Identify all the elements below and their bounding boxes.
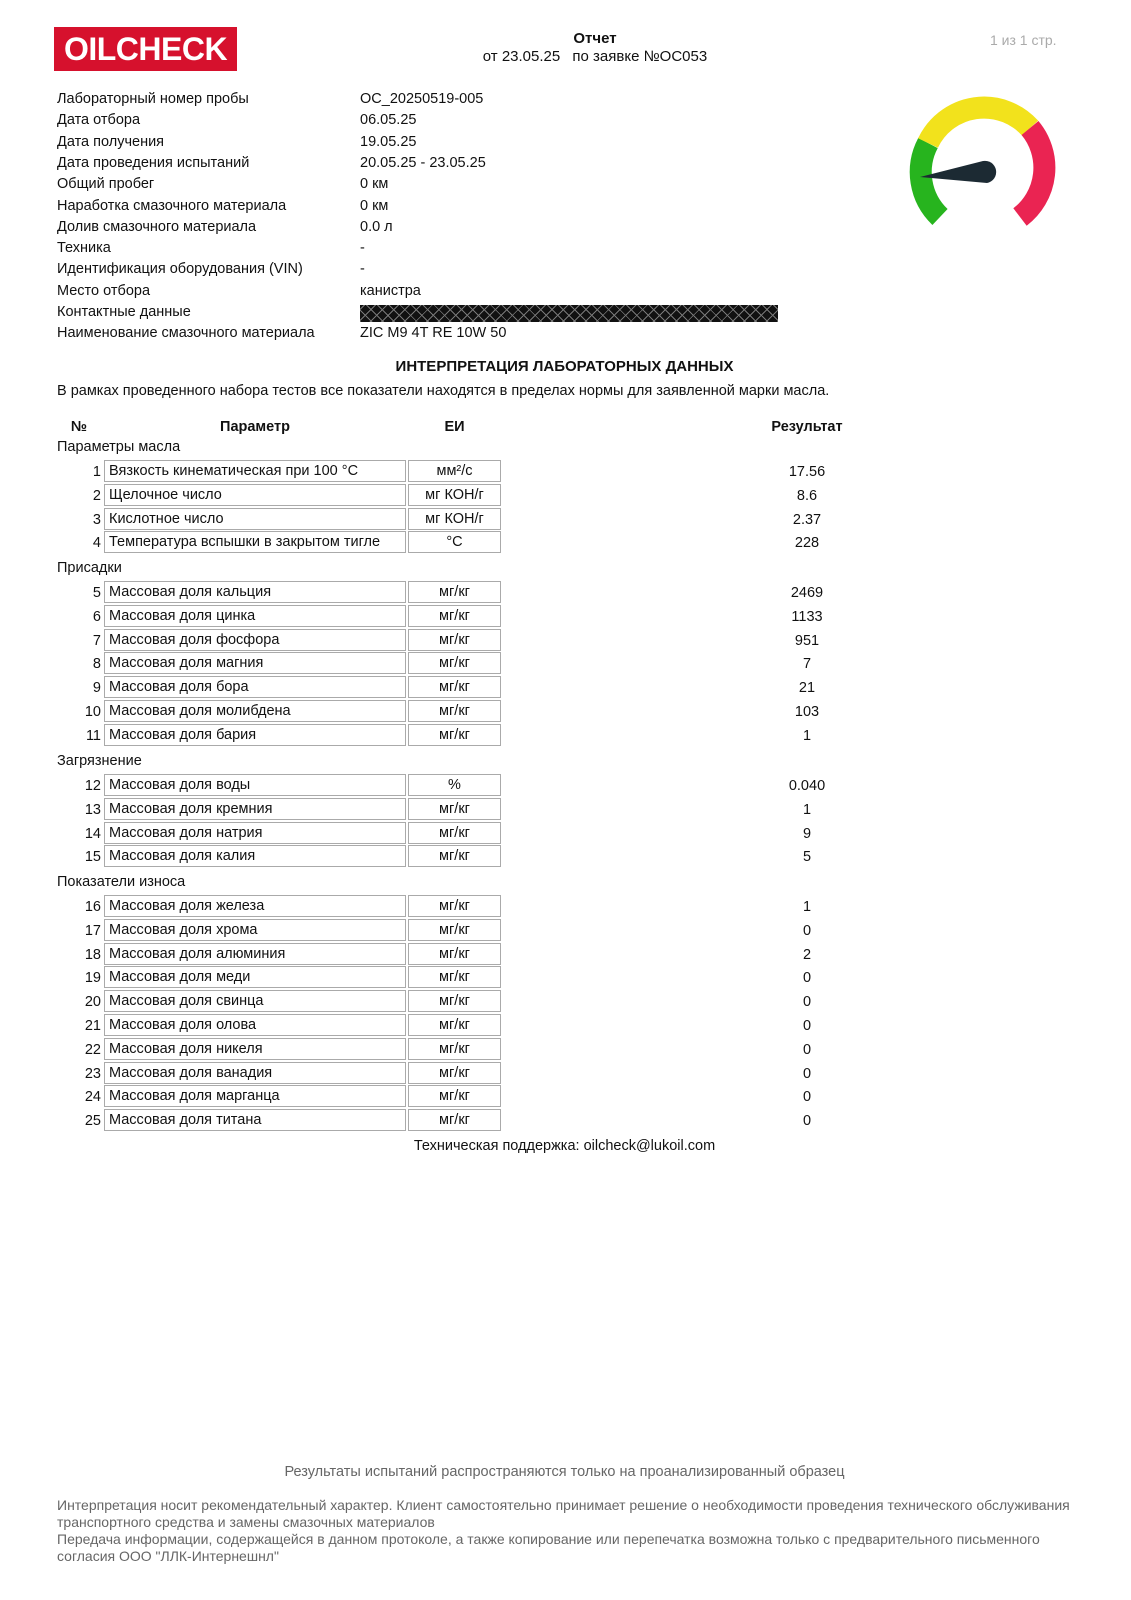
row-number: 16 xyxy=(84,899,101,915)
table-row xyxy=(57,895,1072,919)
info-label: Общий пробег xyxy=(57,176,155,193)
table-row xyxy=(57,460,1072,484)
redacted-contact-data xyxy=(360,305,778,322)
row-number: 23 xyxy=(84,1065,101,1082)
row-number: 24 xyxy=(84,1089,101,1106)
parameter-name: Массовая доля калия xyxy=(104,845,406,867)
info-label: Лабораторный номер пробы xyxy=(57,91,249,107)
parameter-name: Массовая доля титана xyxy=(104,1109,406,1131)
row-number: 6 xyxy=(92,608,101,625)
unit-cell: мг/кг xyxy=(408,724,501,746)
row-number: 25 xyxy=(84,1113,101,1130)
column-header-result: Результат xyxy=(771,419,843,435)
unit-cell: мг/кг xyxy=(408,1014,501,1036)
row-number: 7 xyxy=(92,632,101,649)
info-label: Долив смазочного материала xyxy=(57,218,257,235)
unit-cell: мг/кг xyxy=(408,798,501,820)
info-value: ZIC M9 4T RE 10W 50 xyxy=(360,325,507,342)
unit-cell: мг/кг xyxy=(408,919,501,941)
unit-cell: % xyxy=(408,774,501,796)
info-value: 20.05.25 - 23.05.25 xyxy=(360,154,486,171)
table-row xyxy=(57,531,1072,555)
result-value: 17.56 xyxy=(788,464,826,480)
report-request-number: по заявке №OC053 xyxy=(572,48,708,65)
table-row xyxy=(57,774,1072,798)
result-value: 2.37 xyxy=(792,511,822,528)
table-row xyxy=(57,943,1072,967)
unit-cell: мм²/с xyxy=(408,460,501,482)
unit-cell: мг/кг xyxy=(408,822,501,844)
info-label: Наработка смазочного материала xyxy=(57,197,287,214)
parameter-name: Кислотное число xyxy=(104,508,406,530)
unit-cell: мг/кг xyxy=(408,676,501,698)
result-value: 8.6 xyxy=(796,487,818,504)
result-value: 0 xyxy=(802,970,812,987)
info-value: - xyxy=(360,240,365,257)
parameter-name: Массовая доля хрома xyxy=(104,919,406,941)
result-value: 0 xyxy=(802,1089,812,1106)
row-number: 11 xyxy=(85,727,101,744)
info-value: 19.05.25 xyxy=(360,133,417,150)
result-value: 228 xyxy=(794,535,820,552)
unit-cell: мг/кг xyxy=(408,966,501,988)
row-number: 18 xyxy=(84,946,101,963)
section-title: Параметры масла xyxy=(57,439,181,455)
unit-cell: мг КОН/г xyxy=(408,508,501,530)
parameter-name: Щелочное число xyxy=(104,484,406,506)
column-header-parameter: Параметр xyxy=(220,419,290,435)
result-value: 1133 xyxy=(791,608,823,625)
report-subtitle xyxy=(420,48,770,65)
parameter-name: Массовая доля воды xyxy=(104,774,406,796)
unit-cell: °С xyxy=(408,531,501,553)
parameter-name: Массовая доля бора xyxy=(104,676,406,698)
result-value: 0 xyxy=(802,994,812,1011)
table-row xyxy=(57,605,1072,629)
result-value: 0 xyxy=(802,1065,812,1082)
results-disclaimer: Результаты испытаний распространяются только на проанализированный образец xyxy=(284,1464,845,1480)
parameter-name: Массовая доля ванадия xyxy=(104,1062,406,1084)
table-row xyxy=(57,1109,1072,1133)
unit-cell: мг/кг xyxy=(408,1038,501,1060)
table-row xyxy=(57,966,1072,990)
page-counter: 1 из 1 стр. xyxy=(990,32,1057,48)
info-label: Дата проведения испытаний xyxy=(57,154,250,171)
footer-note-copyright: Передача информации, содержащейся в данном протоколе, а также копирование или перепечатка возможна только с предварительного письменного согласия ООО "ЛЛК-Интернешнл" xyxy=(57,1531,1040,1564)
info-label: Дата получения xyxy=(57,133,165,150)
footer-note-interpretation: Интерпретация носит рекомендательный характер. Клиент самостоятельно принимает решение о необходимости проведения технического обслуживания транспортного средства и замены смазочных материалов xyxy=(57,1497,1070,1530)
parameter-name: Массовая доля алюминия xyxy=(104,943,406,965)
row-number: 9 xyxy=(92,680,101,697)
result-value: 9 xyxy=(802,825,812,842)
report-title: Отчет xyxy=(573,30,617,47)
row-number: 8 xyxy=(92,656,101,673)
table-row xyxy=(57,1085,1072,1109)
table-row xyxy=(57,484,1072,508)
oilcheck-logo: OILCHECK xyxy=(54,27,237,71)
interpretation-title: ИНТЕРПРЕТАЦИЯ ЛАБОРАТОРНЫХ ДАННЫХ xyxy=(395,358,734,375)
result-value: 951 xyxy=(794,632,820,649)
parameter-name: Вязкость кинематическая при 100 °C xyxy=(104,460,406,482)
info-label: Дата отбора xyxy=(57,112,141,129)
unit-cell: мг КОН/г xyxy=(408,484,501,506)
report-date: от 23.05.25 xyxy=(482,48,561,65)
row-number: 12 xyxy=(84,778,101,794)
table-row xyxy=(57,1062,1072,1086)
table-row xyxy=(57,581,1072,605)
unit-cell: мг/кг xyxy=(408,1062,501,1084)
table-row xyxy=(57,652,1072,676)
parameter-name: Массовая доля кремния xyxy=(104,798,406,820)
parameter-name: Массовая доля магния xyxy=(104,652,406,674)
info-label: Наименование смазочного материала xyxy=(57,325,315,342)
row-number: 1 xyxy=(92,464,101,480)
row-number: 3 xyxy=(92,511,101,528)
result-value: 0 xyxy=(802,1113,812,1130)
unit-cell: мг/кг xyxy=(408,990,501,1012)
section-title: Показатели износа xyxy=(57,874,186,890)
parameter-name: Массовая доля свинца xyxy=(104,990,406,1012)
result-value: 1 xyxy=(802,727,812,744)
row-number: 20 xyxy=(84,994,101,1011)
result-value: 1 xyxy=(802,801,812,818)
unit-cell: мг/кг xyxy=(408,1085,501,1107)
row-number: 22 xyxy=(84,1041,101,1058)
parameter-name: Массовая доля железа xyxy=(104,895,406,917)
section-title: Присадки xyxy=(57,560,122,576)
info-value: - xyxy=(360,261,365,278)
parameter-name: Массовая доля фосфора xyxy=(104,629,406,651)
table-row xyxy=(57,1038,1072,1062)
info-value: канистра xyxy=(360,282,421,299)
result-value: 5 xyxy=(802,849,812,866)
result-value: 2 xyxy=(802,946,812,963)
parameter-name: Массовая доля олова xyxy=(104,1014,406,1036)
info-label: Идентификация оборудования (VIN) xyxy=(57,261,303,278)
row-number: 21 xyxy=(84,1018,101,1034)
unit-cell: мг/кг xyxy=(408,629,501,651)
unit-cell: мг/кг xyxy=(408,845,501,867)
unit-cell: мг/кг xyxy=(408,605,501,627)
table-row xyxy=(57,798,1072,822)
row-number: 17 xyxy=(84,922,101,939)
info-label: Техника xyxy=(57,240,111,257)
info-value: 0 км xyxy=(360,176,389,193)
row-number: 14 xyxy=(84,825,101,842)
row-number: 10 xyxy=(84,704,101,720)
parameter-name: Массовая доля марганца xyxy=(104,1085,406,1107)
result-value: 0 xyxy=(802,1018,812,1034)
result-value: 21 xyxy=(798,680,816,697)
row-number: 13 xyxy=(84,801,101,818)
info-value: 06.05.25 xyxy=(360,112,417,129)
parameter-name: Массовая доля молибдена xyxy=(104,700,406,722)
table-row xyxy=(57,629,1072,653)
info-label: Место отбора xyxy=(57,282,151,299)
row-number: 5 xyxy=(92,585,101,601)
parameter-name: Массовая доля цинка xyxy=(104,605,406,627)
support-contact: Техническая поддержка: oilcheck@lukoil.com xyxy=(413,1138,716,1154)
column-header-unit: ЕИ xyxy=(444,419,465,435)
row-number: 2 xyxy=(92,487,101,504)
unit-cell: мг/кг xyxy=(408,581,501,603)
status-gauge-icon xyxy=(905,95,1075,235)
parameter-name: Температура вспышки в закрытом тигле xyxy=(104,531,406,553)
info-label: Контактные данные xyxy=(57,304,191,320)
table-row xyxy=(57,990,1072,1014)
row-number: 15 xyxy=(84,849,101,866)
column-header-number: № xyxy=(70,419,88,435)
result-value: 0 xyxy=(802,922,812,939)
table-row xyxy=(57,1014,1072,1038)
parameter-name: Массовая доля бария xyxy=(104,724,406,746)
result-value: 7 xyxy=(802,656,812,673)
unit-cell: мг/кг xyxy=(408,1109,501,1131)
unit-cell: мг/кг xyxy=(408,700,501,722)
result-value: 0 xyxy=(802,1041,812,1058)
table-row xyxy=(57,919,1072,943)
table-row xyxy=(57,845,1072,869)
result-value: 0.040 xyxy=(788,778,826,794)
result-value: 1 xyxy=(802,899,812,915)
table-row xyxy=(57,508,1072,532)
parameter-name: Массовая доля никеля xyxy=(104,1038,406,1060)
result-value: 103 xyxy=(794,704,820,720)
table-row xyxy=(57,822,1072,846)
parameter-name: Массовая доля натрия xyxy=(104,822,406,844)
table-row xyxy=(57,724,1072,748)
unit-cell: мг/кг xyxy=(408,652,501,674)
info-value: 0.0 л xyxy=(360,218,393,235)
unit-cell: мг/кг xyxy=(408,943,501,965)
table-row xyxy=(57,676,1072,700)
result-value: 2469 xyxy=(790,585,824,601)
row-number: 19 xyxy=(84,970,101,987)
parameter-name: Массовая доля меди xyxy=(104,966,406,988)
info-value: 0 км xyxy=(360,197,389,214)
info-value: OC_20250519-005 xyxy=(360,91,484,107)
parameter-name: Массовая доля кальция xyxy=(104,581,406,603)
row-number: 4 xyxy=(92,535,101,552)
table-row xyxy=(57,700,1072,724)
interpretation-text: В рамках проведенного набора тестов все показатели находятся в пределах нормы для заявленной марки масла. xyxy=(57,383,830,399)
section-title: Загрязнение xyxy=(57,753,142,769)
unit-cell: мг/кг xyxy=(408,895,501,917)
